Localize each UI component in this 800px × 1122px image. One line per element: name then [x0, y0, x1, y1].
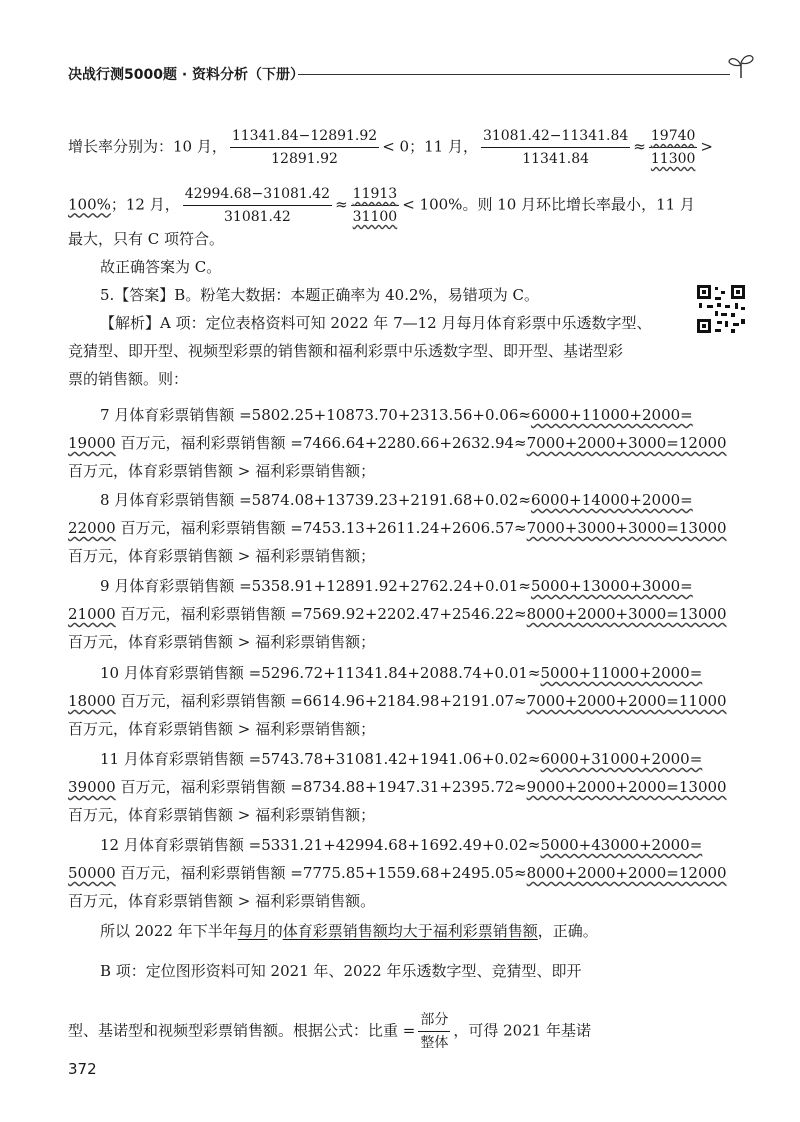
- q5-analysis-2: 竞猜型、即开型、视频型彩票的销售额和福利彩票中乐透数字型、即开型、基诺型彩: [68, 342, 624, 360]
- month-7-line-1: 7 月体育彩票销售额 =5802.25+10873.70+2313.56+0.06≈6000+11000+2000=: [100, 406, 693, 424]
- header-rule: [298, 74, 730, 75]
- running-header: 决战行测5000题 · 资料分析（下册）: [68, 67, 305, 83]
- month-11-line-3: 百万元，体育彩票销售额 > 福利彩票销售额；: [68, 806, 376, 824]
- conclusion: 所以 2022 年下半年每月的体育彩票销售额均大于福利彩票销售额，正确。: [100, 922, 598, 940]
- growth-line-1: 增长率分别为：10 月， $\frac{11341.84-12891.92}{12891.92}$ < 0；11 月， $\frac{31081.42-11341.84}{11341.84}$ ≈ $\frac{19740}{11300}$ >: [68, 128, 713, 167]
- month-10-line-3: 百万元，体育彩票销售额 > 福利彩票销售额；: [68, 720, 376, 738]
- month-10-line-1: 10 月体育彩票销售额 =5296.72+11341.84+2088.74+0.01≈5000+11000+2000=: [100, 664, 703, 682]
- growth-intro: 增长率分别为：10 月，: [68, 137, 227, 156]
- page-number: 372: [68, 1060, 97, 1078]
- month-11-line-2: 39000 百万元，福利彩票销售额 =8734.88+1947.31+2395.72≈9000+2000+2000=13000: [68, 778, 727, 796]
- month-12-line-2: 50000 百万元，福利彩票销售额 =7775.85+1559.68+2495.05≈8000+2000+2000=12000: [68, 864, 727, 882]
- ratio-fraction: $\frac{\text{部分}}{\text{整体}}$: [420, 1012, 449, 1051]
- q5-analysis-3: 票的销售额。则：: [68, 370, 189, 388]
- month-8-line-1: 8 月体育彩票销售额 =5874.08+13739.23+2191.68+0.02≈6000+14000+2000=: [100, 491, 693, 509]
- month-8-line-2: 22000 百万元，福利彩票销售额 =7453.13+2611.24+2606.57≈7000+3000+3000=13000: [68, 519, 727, 537]
- month-7-line-2: 19000 百万元，福利彩票销售额 =7466.64+2280.66+2632.94≈7000+2000+3000=12000: [68, 434, 727, 452]
- dec-fraction: $\frac{42994.68-31081.42}{31081.42}$: [184, 186, 331, 225]
- b-item-line-2: 型、基诺型和视频型彩票销售额。根据公式：比重 = $\frac{\text{部分}}{\text{整体}}$ ，可得 2021 年基诺: [68, 1012, 592, 1051]
- q5-analysis-1: 【解析】A 项：定位表格资料可知 2022 年 7—12 月每月体育彩票中乐透数字型、: [100, 314, 652, 332]
- qr-code-icon[interactable]: [695, 283, 747, 335]
- answer-4: 故正确答案为 C。: [100, 258, 222, 276]
- dec-approx-fraction: $\frac{11913}{31100}$: [352, 186, 398, 225]
- month-9-line-2: 21000 百万元，福利彩票销售额 =7569.92+2202.47+2546.22≈8000+2000+3000=13000: [68, 605, 727, 623]
- month-8-line-3: 百万元，体育彩票销售额 > 福利彩票销售额；: [68, 547, 376, 565]
- month-9-line-1: 9 月体育彩票销售额 =5358.91+12891.92+2762.24+0.01≈5000+13000+3000=: [100, 577, 693, 595]
- growth-line-3: 最大，只有 C 项符合。: [68, 230, 225, 248]
- growth-line-2: 100%；12 月， $\frac{42994.68-31081.42}{31081.42}$ ≈ $\frac{11913}{31100}$ < 100%。则 10 月环比增长率最小，11 月: [68, 186, 695, 225]
- b-item-line-1: B 项：定位图形资料可知 2021 年、2022 年乐透数字型、竞猜型、即开: [100, 962, 582, 980]
- month-7-line-3: 百万元，体育彩票销售额 > 福利彩票销售额；: [68, 462, 376, 480]
- nov-fraction: $\frac{31081.42-11341.84}{11341.84}$: [482, 128, 629, 167]
- q5-answer: 5.【答案】B。粉笔大数据：本题正确率为 40.2%，易错项为 C。: [100, 286, 540, 304]
- month-9-line-3: 百万元，体育彩票销售额 > 福利彩票销售额；: [68, 633, 376, 651]
- month-12-line-1: 12 月体育彩票销售额 =5331.21+42994.68+1692.49+0.02≈5000+43000+2000=: [100, 836, 703, 854]
- oct-fraction: $\frac{11341.84-12891.92}{12891.92}$: [231, 128, 378, 167]
- nov-approx-fraction: $\frac{19740}{11300}$: [650, 128, 696, 167]
- month-12-line-3: 百万元，体育彩票销售额 > 福利彩票销售额。: [68, 892, 376, 910]
- month-10-line-2: 18000 百万元，福利彩票销售额 =6614.96+2184.98+2191.07≈7000+2000+2000=11000: [68, 692, 727, 710]
- sprout-icon: [726, 50, 756, 80]
- month-11-line-1: 11 月体育彩票销售额 =5743.78+31081.42+1941.06+0.02≈6000+31000+2000=: [100, 750, 703, 768]
